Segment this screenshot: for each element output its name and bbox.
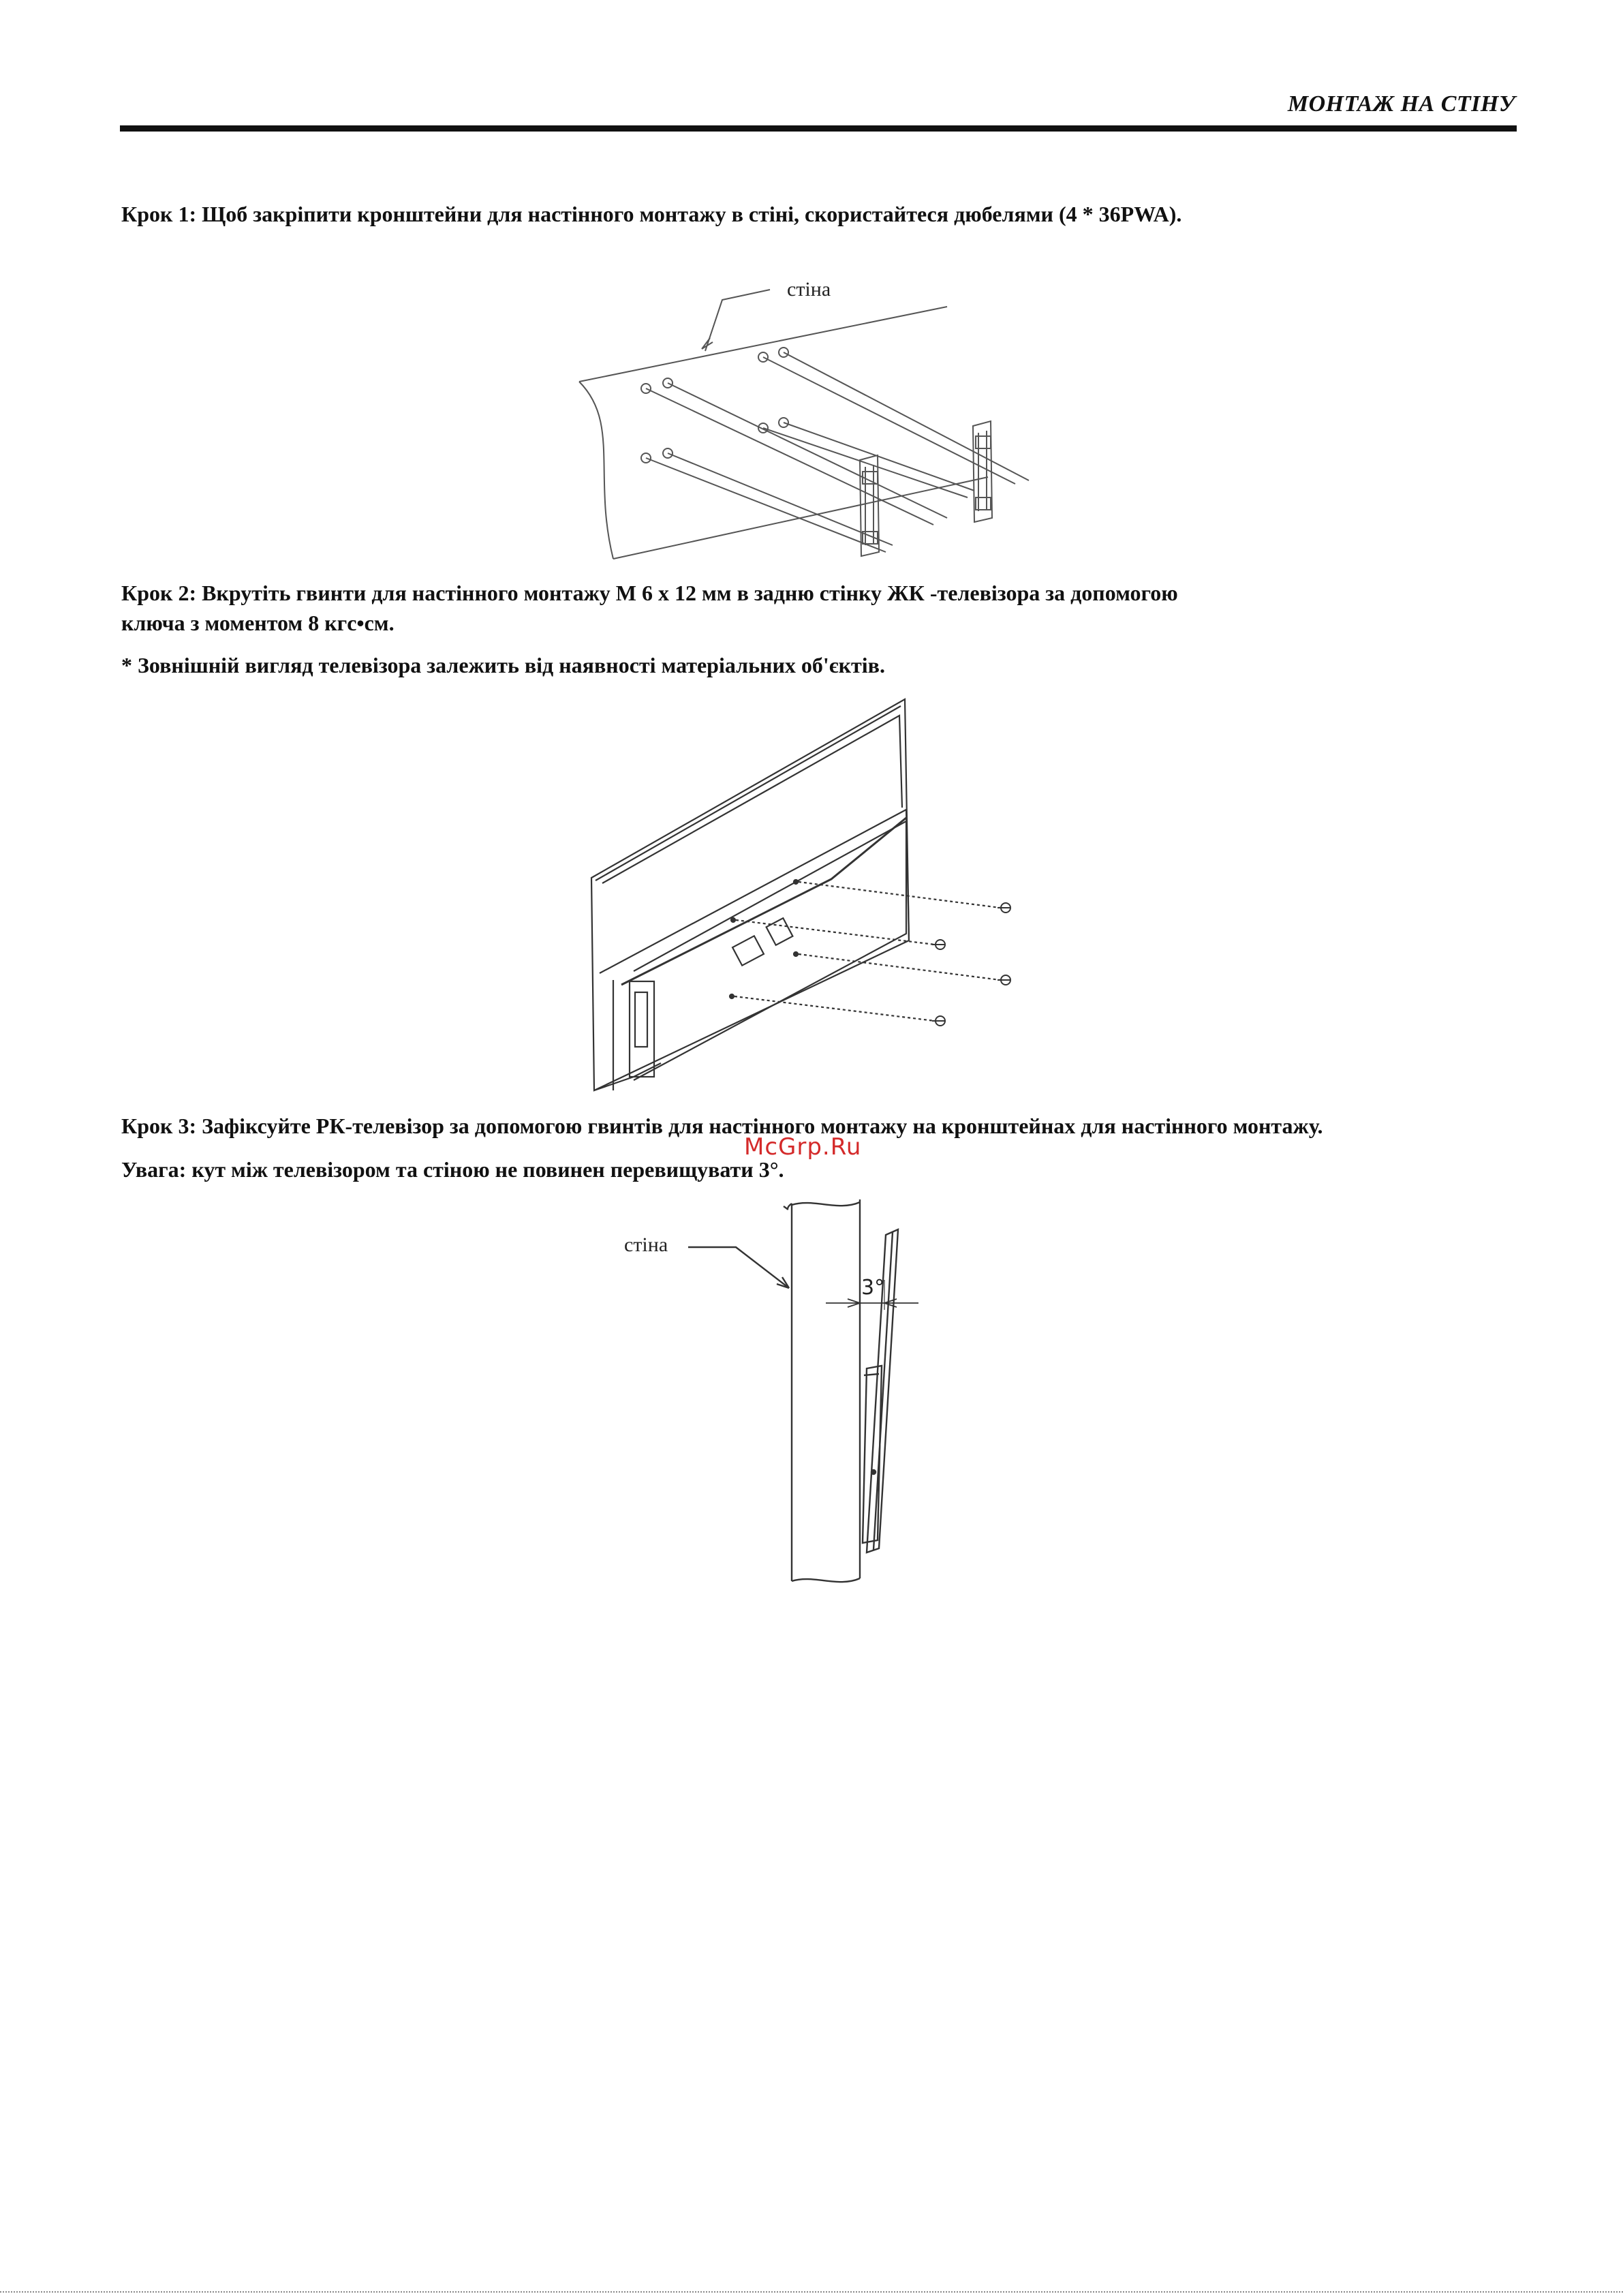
header-rule: [120, 125, 1517, 132]
footer-rule: [0, 2291, 1623, 2293]
wall-label: стіна: [787, 278, 831, 301]
step-2-text-line-1: Крок 2: Вкрутіть гвинти для настінного монтажу М 6 x 12 мм в задню стінку ЖК -телевізора за допомогою: [121, 581, 1178, 605]
step-1-text: Крок 1: Щоб закріпити кронштейни для настінного монтажу в стіні, скористайтеся дюбелями (4 * 36PWA).: [121, 202, 1182, 226]
step-2-text-line-2: ключа з моментом 8 кгс•см.: [121, 611, 395, 635]
angle-label: 3°: [861, 1276, 885, 1300]
tv-back-diagram: [586, 695, 1022, 1097]
angle-diagram: [613, 1199, 995, 1588]
wall-label-2: стіна: [624, 1234, 668, 1256]
step-3-text: Крок 3: Зафіксуйте РК-телевізор за допомогою гвинтів для настінного монтажу на кронштейнах для настінного монтажу.: [121, 1114, 1323, 1138]
warning-text: Увага: кут між телевізором та стіною не повинен перевищувати 3°.: [121, 1157, 784, 1182]
wall-brackets-figure: [566, 273, 1056, 572]
page-header-title: МОНТАЖ НА СТІНУ: [1287, 91, 1515, 117]
wall-brackets-diagram: [566, 273, 1056, 572]
angle-figure: [613, 1199, 995, 1588]
appearance-note: * Зовнішній вигляд телевізора залежить від наявності матеріальних об'єктів.: [121, 653, 885, 677]
tv-back-figure: [586, 695, 1022, 1097]
watermark: McGrp.Ru: [744, 1133, 862, 1161]
